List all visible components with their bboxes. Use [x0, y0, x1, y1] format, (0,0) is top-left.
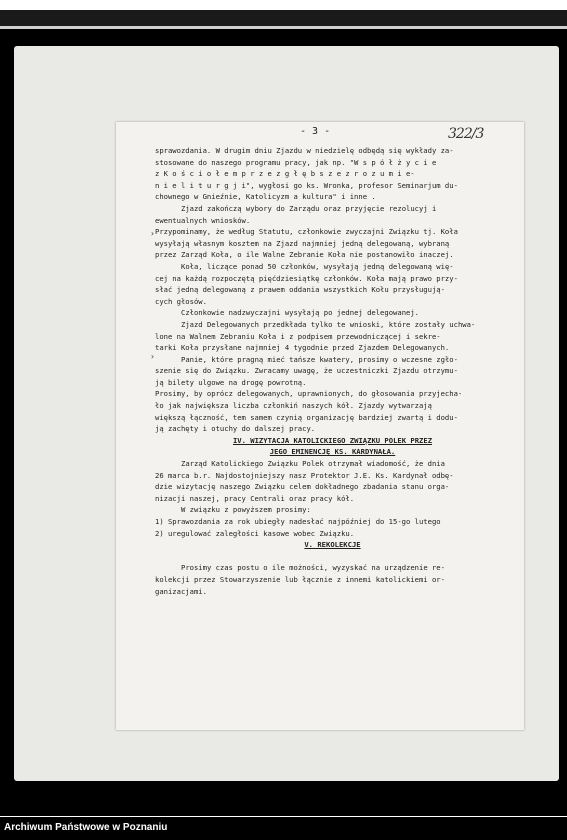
page-number: - 3 - [300, 126, 331, 137]
text-line: lone na Walnem Zebraniu Koła i z podpisem przewodniczącej i sekre- [155, 331, 441, 341]
text-line [155, 551, 510, 563]
section-heading: V. REKOLEKCJE [304, 540, 361, 550]
text-line: dzie wizytację naszego Związku celem dokładnego zbadania stanu orga- [155, 482, 450, 492]
top-dark-stripe [0, 10, 567, 26]
text-line: 2) uregulować zaległości kasowe wobec Związku. [155, 528, 355, 538]
text-line: ło jak największa liczba członkiń naszych kół. Zjazdy wytwarzają [155, 401, 432, 411]
text-line: przez Zarząd Koła, o ile Walne Zebranie Koła nie postanowiło inaczej. [155, 250, 454, 260]
text-line: 1) Sprawozdania za rok ubiegły nadesłać najpóźniej do 15-go lutego [155, 517, 441, 526]
top-white-bar [0, 0, 567, 10]
text-line: tarki Koła przysłane najmniej 4 tygodnie przed Zjazdem Delegowanych. [155, 343, 450, 353]
text-line: Zarząd Katolickiego Związku Polek otrzymał wiadomość, że dnia [181, 459, 445, 469]
text-line: ganizacjami. [155, 586, 207, 596]
text-line: Zjazd Delegowanych przedkłada tylko te wnioski, które zostały uchwa- [181, 319, 476, 329]
text-line: ją zachęty i otuchy do dalszej pracy. [155, 424, 316, 434]
text-line: z K o ś c i o ł e m p r z e z g ł ę b s z e z r o z u m i e- [155, 169, 415, 179]
archive-footer [0, 808, 567, 840]
text-line: ewentualnych wniosków. [155, 215, 251, 225]
text-line: wysyłają własnym kosztem na Zjazd najmniej jedną delegowaną, wybraną [155, 238, 450, 248]
text-line: Przypominamy, że według Statutu, członkowie zwyczajni Związku tj. Koła [155, 227, 458, 237]
text-line: ją bilety ulgowe na drogę powrotną. [155, 377, 307, 387]
text-line: nizacji naszej, pracy Centrali oraz pracy kół. [155, 493, 355, 503]
text-line: sprawozdania. W drugim dniu Zjazdu w niedzielę odbędą się wykłady za- [155, 146, 454, 155]
text-line: szenie się do Związku. Zwracamy uwagę, że uczestniczki Zjazdu otrzymu- [155, 366, 458, 376]
margin-mark-icon: › [150, 229, 155, 238]
section-heading: JEGO EMINENCJĘ KS. KARDYNAŁA. [269, 447, 396, 457]
text-line: Prosimy, by oprócz delegowanych, uprawnionych, do głosowania przyjecha- [155, 389, 463, 399]
text-line: Panie, które pragną mieć tańsze kwatery, prosimy o wczesne zgło- [181, 354, 458, 364]
document-body [155, 145, 510, 597]
text-line: kolekcji przez Stowarzyszenie lub łącznie z innemi katolickiemi or- [155, 574, 445, 584]
text-line: Koła, liczące ponad 50 członków, wysyłają jedną delegowaną wię- [181, 261, 454, 271]
text-line: n i e l i t u r g j i", wygłosi go ks. Wronka, profesor Seminarjum du- [155, 180, 458, 190]
text-line: cej na każdą rozpoczętą pięćdziesiątkę członków. Koła mają prawo przy- [155, 273, 458, 283]
text-line: większą łączność, tem samem czynią organizację bardziej zwartą i dodu- [155, 412, 458, 422]
text-line: słać jedną delegowaną z prawem oddania wszystkich Kołu przysługują- [155, 285, 445, 295]
margin-mark-icon: › [150, 352, 155, 361]
section-heading: IV. WIZYTACJA KATOLICKIEGO ZWIĄZKU POLEK PRZEZ [232, 435, 433, 445]
text-line: Członkowie nadzwyczajni wysyłają po jednej delegowanej. [181, 308, 419, 318]
archive-name: Archiwum Państwowe w Poznaniu [4, 822, 168, 833]
text-line: cych głosów. [155, 296, 207, 306]
footer-divider [0, 816, 567, 817]
text-line: stosowane do naszego programu pracy, jak np. "W s p ó ł ż y c i e [155, 157, 437, 167]
text-line: Prosimy czas postu o ile możności, wyzyskać na urządzenie re- [181, 563, 445, 573]
archive-number-handwritten: 322/3 [448, 126, 484, 142]
text-line: Zjazd zakończą wybory do Zarządu oraz przyjęcie rezolucyj i [181, 203, 437, 213]
text-line: chownego w Gnieźnie, Katolicyzm a kultura" i inne . [155, 192, 376, 202]
text-line: W związku z powyższem prosimy: [181, 505, 311, 515]
text-line: 26 marca b.r. Najdostojniejszy nasz Protektor J.E. Ks. Kardynał odbę- [155, 470, 454, 480]
top-light-stripe [0, 26, 567, 29]
